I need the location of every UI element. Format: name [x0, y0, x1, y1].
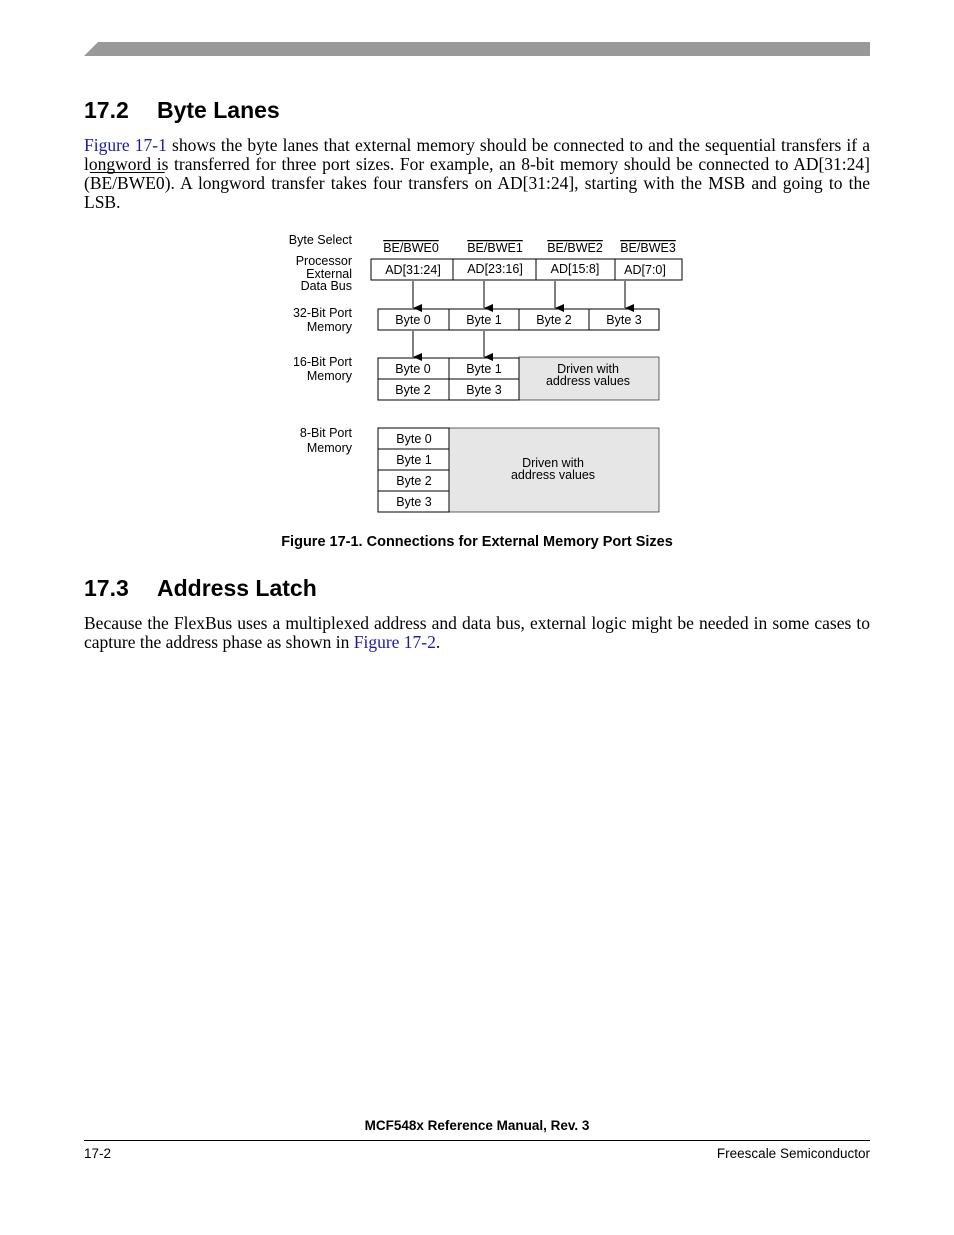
section-title: Byte Lanes [157, 97, 280, 123]
footer-rule [84, 1140, 870, 1141]
port8-byte-1: Byte 1 [396, 453, 432, 467]
section-17-3-heading [84, 575, 317, 602]
byte-select-3: BE/BWE3 [620, 241, 676, 255]
port8-label-2: Memory [306, 441, 352, 455]
section-17-2-heading [84, 97, 280, 124]
section-number: 17.3 [84, 575, 129, 601]
port32-byte-3: Byte 3 [606, 313, 642, 327]
port16-label-1: 16-Bit Port [292, 355, 352, 369]
port16-byte-3: Byte 3 [466, 383, 502, 397]
port16-label-2: Memory [306, 369, 352, 383]
header-bar [84, 42, 870, 56]
processor-label-2: External [306, 267, 352, 281]
section-number: 17.2 [84, 97, 129, 123]
data-bus-2: AD[15:8] [550, 262, 600, 276]
processor-label-3: Data Bus [300, 279, 352, 293]
figure-17-1-link[interactable]: Figure 17-1 [84, 135, 167, 155]
byte-select-label: Byte Select [288, 233, 352, 247]
port16-byte-0: Byte 0 [395, 362, 431, 376]
port8-byte-0: Byte 0 [396, 432, 432, 446]
byte-select-0: BE/BWE0 [383, 241, 439, 255]
figure-17-2-link[interactable]: Figure 17-2 [353, 632, 436, 652]
be-bwe0-overline: BE/BWE0 [89, 173, 165, 193]
port32-arrows [413, 331, 484, 357]
port8-byte-3: Byte 3 [396, 495, 432, 509]
address-latch-paragraph [84, 614, 870, 652]
byte-select-2: BE/BWE2 [547, 241, 603, 255]
port8-byte-2: Byte 2 [396, 474, 432, 488]
port8-driven-1: Driven with [522, 456, 584, 470]
processor-label-1: Processor [295, 254, 352, 268]
data-bus-3: AD[7:0] [624, 263, 666, 277]
port16-byte-1: Byte 1 [466, 362, 502, 376]
port8-driven-2: address values [510, 468, 596, 482]
port16-byte-2: Byte 2 [395, 383, 431, 397]
para-text-1: Because the FlexBus uses a multiplexed address and data bus, external logic might be needed in some cases to capture the address phase as shown in [84, 613, 870, 652]
company-name: Freescale Semiconductor [716, 1146, 870, 1161]
bus-arrows [413, 281, 625, 308]
port32-label-1: 32-Bit Port [292, 306, 352, 320]
port32-label-2: Memory [306, 320, 352, 334]
port16-driven-2: address values [545, 374, 631, 388]
para-text-2: . [435, 632, 441, 652]
byte-lanes-paragraph [84, 136, 870, 212]
data-bus-1: AD[23:16] [467, 262, 523, 276]
para-text-1: shows the byte lanes that external memory should be connected to and the sequential transfers if a longword is transferred for three port sizes. For example, an 8-bit memory should be connected to AD[31:24] ( [84, 135, 870, 193]
port32-byte-0: Byte 0 [395, 313, 431, 327]
port8-label-1: 8-Bit Port [299, 426, 352, 440]
para-text-2: ). A longword transfer takes four transfers on AD[31:24], starting with the MSB and going to the LSB. [84, 173, 870, 212]
port16-driven-1: Driven with [557, 362, 619, 376]
byte-lanes-figure [270, 228, 690, 518]
footer-title: MCF548x Reference Manual, Rev. 3 [364, 1118, 590, 1133]
data-bus-0: AD[31:24] [385, 263, 441, 277]
section-title: Address Latch [157, 575, 317, 601]
port32-byte-2: Byte 2 [536, 313, 572, 327]
port32-byte-1: Byte 1 [466, 313, 502, 327]
byte-select-1: BE/BWE1 [467, 241, 523, 255]
page-number: 17-2 [84, 1146, 112, 1161]
figure-caption: Figure 17-1. Connections for External Memory Port Sizes [281, 534, 673, 550]
